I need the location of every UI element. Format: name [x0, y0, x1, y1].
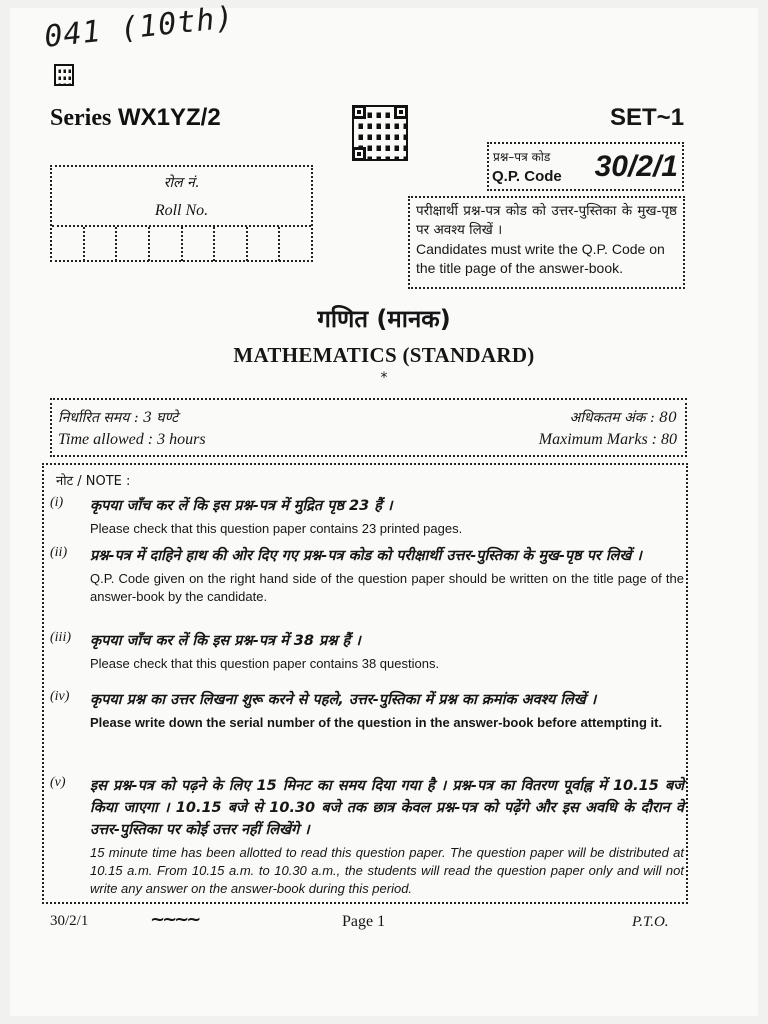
note-item-hindi: कृपया जाँच कर लें कि इस प्रश्न-पत्र में 38 प्रश्न हैं ।	[90, 633, 361, 649]
time-allowed-hindi: निर्धारित समय : 3 घण्टे	[58, 410, 179, 426]
qp-code-label: Q.P. Code	[492, 168, 562, 185]
note-item	[48, 545, 684, 606]
note-item-number: (iv)	[50, 689, 70, 704]
maximum-marks: Maximum Marks : 80	[538, 431, 677, 448]
roll-number-box	[50, 165, 313, 262]
candidate-instruction-box	[408, 196, 685, 289]
note-item-number: (iii)	[50, 630, 71, 645]
qr-eye-icon	[352, 105, 366, 119]
subject-title: MATHEMATICS (STANDARD)	[233, 343, 535, 367]
time-marks-box	[50, 398, 687, 457]
note-item-hindi: इस प्रश्न-पत्र को पढ़ने के लिए 15 मिनट का समय दिया गया है । प्रश्न-पत्र का वितरण पूर्वाह्न में 10.15 बजे किया जाएगा । 10.15 बजे से 10.30 बजे तक छात्र केवल प्रश्न-पत्र को पढ़ेंगे और इस अवधि के दौरान वे उत्तर-पुस्तिका पर कोई उत्तर नहीं लिखेंगे ।	[90, 778, 684, 838]
roll-digit-field[interactable]	[150, 227, 183, 261]
time-allowed: Time allowed : 3 hours	[58, 431, 206, 448]
roll-digit-field[interactable]	[215, 227, 248, 261]
qp-code-value: 30/2/1	[594, 150, 678, 183]
set-label: SET~1	[610, 104, 685, 131]
note-heading: नोट / NOTE :	[56, 474, 131, 489]
note-item-number: (v)	[50, 775, 66, 790]
qr-code-icon	[352, 105, 408, 161]
footer-wave-mark: ~~~~	[150, 909, 199, 930]
maximum-marks-hindi: अधिकतम अंक : 80	[569, 410, 677, 426]
note-item-english: Q.P. Code given on the right hand side of the question paper should be written on the title page of the answer-book by the candidate.	[90, 571, 684, 604]
subject-title-hindi: गणित (मानक)	[317, 305, 451, 333]
series-code: WX1YZ/2	[117, 104, 221, 131]
note-item-english: Please check that this question paper contains 38 questions.	[90, 656, 440, 671]
qp-code-label-hindi: प्रश्न–पत्र कोड	[493, 150, 551, 164]
note-box	[42, 463, 688, 904]
page-number: Page 1	[342, 913, 386, 930]
note-item	[48, 689, 684, 732]
pto-label: P.T.O.	[632, 914, 669, 930]
candidate-instruction-english: Candidates must write the Q.P. Code on the title page of the answer-book.	[416, 241, 665, 276]
note-item-hindi: कृपया प्रश्न का उत्तर लिखना शुरू करने से पहले, उत्तर-पुस्तिका में प्रश्न का क्रमांक अवश्य लिखें ।	[90, 692, 597, 708]
qr-eye-icon	[352, 147, 366, 161]
note-item	[48, 775, 684, 898]
roll-label-hindi: रोल नं.	[163, 175, 200, 191]
roll-digit-field[interactable]	[52, 227, 85, 261]
roll-digit-field[interactable]	[280, 227, 311, 261]
note-item-hindi: प्रश्न-पत्र में दाहिने हाथ की ओर दिए गए प्रश्न-पत्र कोड को परीक्षार्थी उत्तर-पुस्तिका के मुख-पृष्ठ पर लिखें ।	[90, 548, 642, 564]
qp-code-box	[487, 142, 684, 191]
qr-eye-icon	[394, 105, 408, 119]
note-item-number: (i)	[50, 495, 64, 510]
small-qr-code-icon	[54, 64, 74, 86]
note-item	[48, 495, 684, 538]
roll-digit-field[interactable]	[183, 227, 216, 261]
note-item-number: (ii)	[50, 545, 68, 560]
series-heading	[50, 104, 221, 132]
roll-digit-field[interactable]	[117, 227, 150, 261]
roll-digit-field[interactable]	[248, 227, 281, 261]
roll-number-grid	[52, 225, 311, 261]
note-item-english: 15 minute time has been allotted to read this question paper. The question paper will be distributed at 10.15 a.m. From 10.15 a.m. to 10.30 a.m., the students will read the question paper only and will not write any answer on the answer-book during this period.	[90, 845, 684, 896]
note-item-english: Please write down the serial number of the question in the answer-book before attempting it.	[90, 715, 663, 730]
note-item	[48, 630, 684, 673]
roll-digit-field[interactable]	[85, 227, 118, 261]
series-label: Series	[50, 105, 112, 131]
note-item-english: Please check that this question paper contains 23 printed pages.	[90, 521, 463, 536]
asterisk-mark: *	[380, 370, 388, 386]
note-item-hindi: कृपया जाँच कर लें कि इस प्रश्न-पत्र में मुद्रित पृष्ठ 23 हैं ।	[90, 498, 393, 514]
footer-qp-code: 30/2/1	[50, 913, 89, 929]
candidate-instruction-hindi: परीक्षार्थी प्रश्न-पत्र कोड को उत्तर-पुस्तिका के मुख-पृष्ठ पर अवश्य लिखें ।	[416, 203, 677, 238]
roll-label: Roll No.	[154, 202, 209, 219]
handwritten-note: 041 (10th)	[42, 0, 236, 55]
